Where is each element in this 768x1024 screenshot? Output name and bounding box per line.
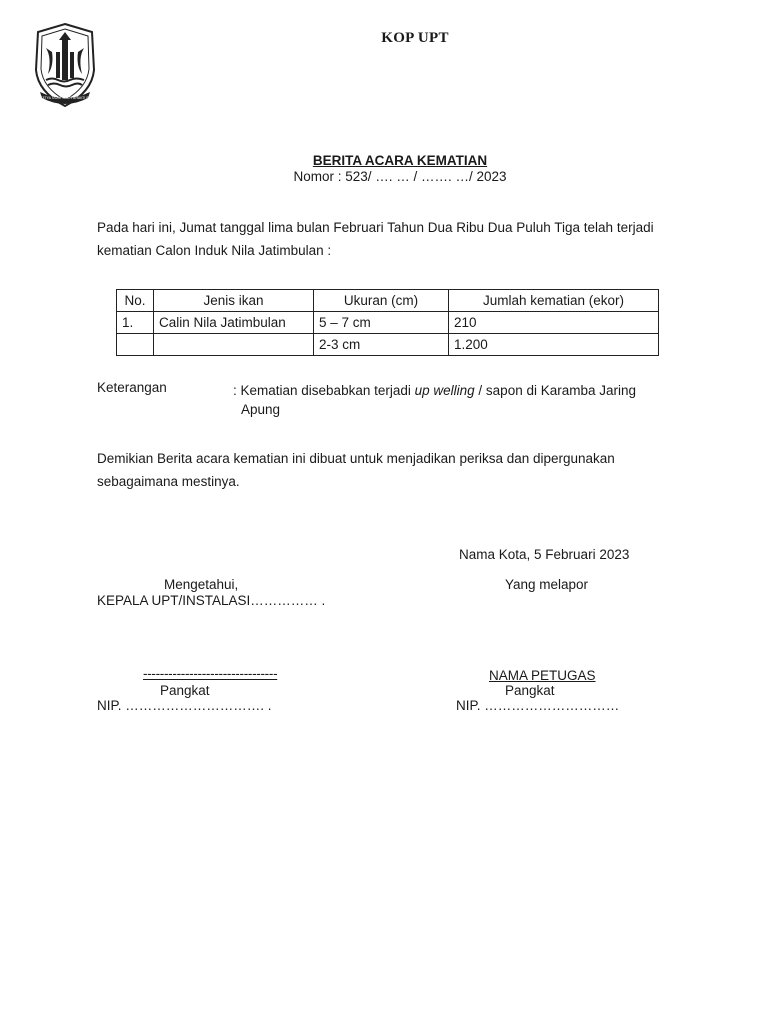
header-jenis-ikan: Jenis ikan bbox=[154, 290, 314, 312]
keterangan-text-before: : Kematian disebabkan terjadi bbox=[233, 383, 415, 398]
yang-melapor-label: Yang melapor bbox=[505, 577, 589, 592]
document-title bbox=[0, 153, 768, 168]
closing-line2: sebagaimana mestinya. bbox=[97, 473, 240, 489]
mengetahui-label: Mengetahui, bbox=[164, 577, 239, 592]
cell-jenis-ikan: Calin Nila Jatimbulan bbox=[154, 312, 314, 334]
place-date: Nama Kota, 5 Februari 2023 bbox=[459, 547, 630, 562]
kepala-upt-label: KEPALA UPT/INSTALASI…………… . bbox=[97, 593, 326, 608]
table-row bbox=[117, 312, 659, 334]
cell-jenis-ikan bbox=[154, 334, 314, 356]
keterangan-italic: up welling bbox=[414, 383, 475, 398]
closing-line1: Demikian Berita acara kematian ini dibuat untuk menjadikan periksa dan dipergunakan bbox=[97, 451, 615, 466]
keterangan-text-after: / sapon di Karamba Jaring bbox=[474, 383, 637, 398]
cell-no bbox=[117, 334, 154, 356]
keterangan-label: Keterangan bbox=[97, 380, 167, 395]
svg-text:PRASETYA ULAH SAKTI BHAKTI PRA: PRASETYA ULAH SAKTI BHAKTI PRAJA bbox=[33, 96, 97, 100]
cell-ukuran: 5 – 7 cm bbox=[314, 312, 449, 334]
table-header-row bbox=[117, 290, 659, 312]
cell-no: 1. bbox=[117, 312, 154, 334]
header-no: No. bbox=[117, 290, 154, 312]
right-rank-label: Pangkat bbox=[505, 683, 555, 698]
keterangan-text bbox=[233, 380, 636, 403]
left-rank-label: Pangkat bbox=[160, 683, 210, 698]
closing-paragraph bbox=[97, 448, 615, 493]
header-ukuran: Ukuran (cm) bbox=[314, 290, 449, 312]
left-signature-line: -------------------------------- bbox=[143, 666, 278, 681]
death-table bbox=[116, 289, 659, 356]
header-jumlah-kematian: Jumlah kematian (ekor) bbox=[449, 290, 659, 312]
letterhead-title: KOP UPT bbox=[381, 30, 449, 46]
keterangan-line2: Apung bbox=[241, 402, 281, 417]
left-nip: NIP. …………………………. . bbox=[97, 698, 272, 713]
cell-ukuran: 2-3 cm bbox=[314, 334, 449, 356]
table-row bbox=[117, 334, 659, 356]
cell-jumlah: 210 bbox=[449, 312, 659, 334]
cell-jumlah: 1.200 bbox=[449, 334, 659, 356]
officer-name: NAMA PETUGAS bbox=[489, 668, 596, 683]
opening-paragraph: Pada hari ini, Jumat tanggal lima bulan Februari Tahun Dua Ribu Dua Puluh Tiga telah terjadi kematian Calon Induk Nila Jatimbulan : bbox=[97, 220, 654, 258]
right-nip: NIP. ………………………… bbox=[456, 698, 620, 713]
document-number: Nomor : 523/ …. … / ……. …/ 2023 bbox=[293, 169, 507, 184]
document-title-text: BERITA ACARA KEMATIAN bbox=[312, 153, 488, 168]
